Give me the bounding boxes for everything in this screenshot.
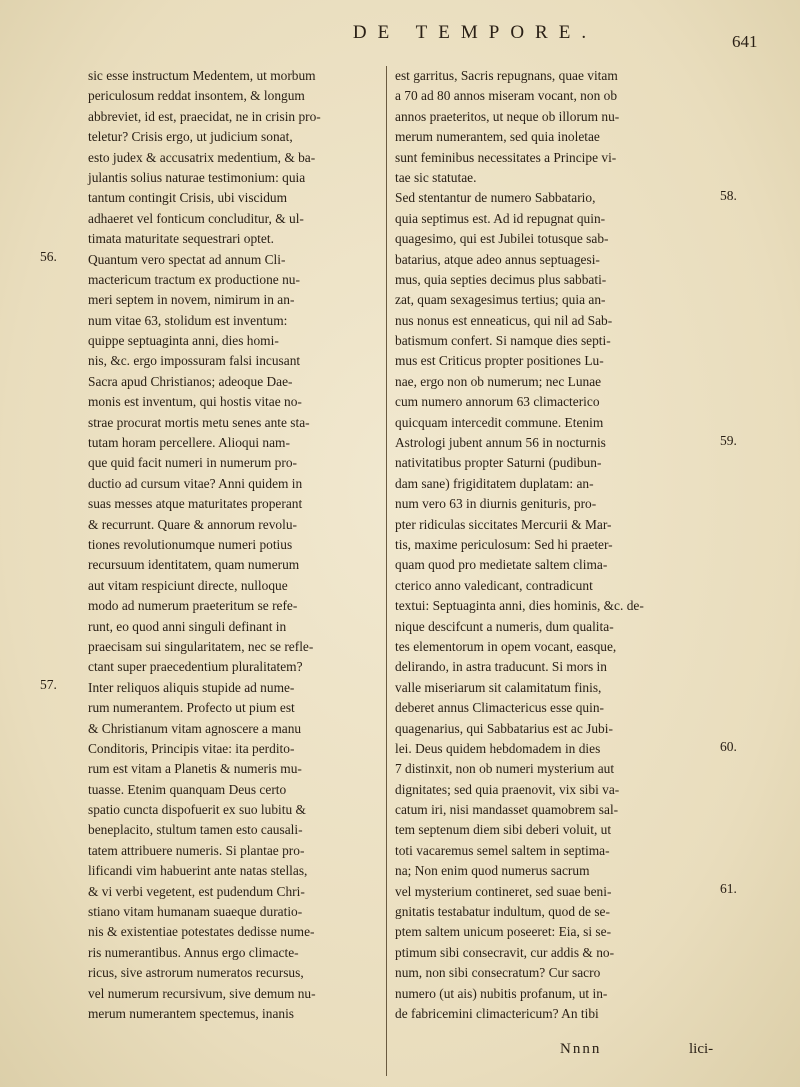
text-line: & recurrunt. Quare & annorum revolu- [88,516,297,532]
running-head-title: DE TEMPORE. [352,22,598,43]
text-line: suas messes atque maturitates properant [88,496,303,512]
text-line: Conditoris, Principis vitae: ita perdito- [88,740,295,756]
text-line: nique descifcunt a numeris, dum qualita- [395,618,614,634]
text-line: tem septenum diem sibi deberi voluit, ut [395,822,612,838]
text-line: valle miseriarum sit calamitatum finis, [395,679,602,695]
text-line: ris numerantibus. Annus ergo climacte- [88,944,299,960]
text-line: adhaeret vel fonticum concluditur, & ul- [88,210,304,226]
text-line: textui: Septuaginta anni, dies hominis, &c. de- [395,598,644,614]
margin-paragraph-number: 59. [720,433,737,448]
margin-paragraph-number: 60. [720,739,737,754]
text-line: vel numerum recursivum, sive demum nu- [88,985,316,1001]
text-line: nativitatibus propter Saturni (pudibun- [395,455,602,471]
text-line: merum numerantem spectemus, inanis [88,1005,295,1021]
text-line: nis & existentiae potestates dedisse nume- [88,924,315,940]
text-line: ptimum sibi consecravit, cur addis & no- [395,944,615,960]
text-line: & Christianum vitam agnoscere a manu [88,720,302,736]
column-divider [386,66,387,1076]
text-line: a 70 ad 80 annos miseram vocant, non ob [395,88,618,104]
text-line: modo ad numerum praeteritum se refe- [88,598,298,614]
text-line: sic esse instructum Medentem, ut morbum [88,68,316,83]
text-line: mus est Criticus propter positiones Lu- [395,353,604,369]
text-line: toti vacaremus semel saltem in septima- [395,842,610,858]
text-line: stiano vitam humanam suaeque duratio- [88,904,303,920]
text-line: Inter reliquos aliquis stupide ad nume- [88,679,295,695]
text-line: lificandi vim habuerint ante natas stellas, [88,863,308,879]
text-line: delirando, in astra traducunt. Si mors in [395,659,607,675]
text-line: tae sic statutae. [395,169,477,185]
text-line: lei. Deus quidem hebdomadem in dies [395,740,601,756]
margin-paragraph-number: 58. [720,188,737,203]
text-line: annos praeteritos, ut neque ob illorum nu- [395,108,620,124]
text-line: que quid facit numeri in numerum pro- [88,455,297,471]
text-line: julantis solius naturae testimonium: quia [88,169,306,185]
text-line: cum numero annorum 63 climacterico [395,394,600,410]
text-line: Sed stentantur de numero Sabbatario, [395,190,596,206]
text-line: quam quod pro medietate saltem clima- [395,557,608,573]
text-line: monis est inventum, qui hostis vitae no- [88,394,302,410]
text-line: sunt feminibus necessitates a Principe vi- [395,149,617,165]
running-head [0,22,800,62]
text-line: teletur? Crisis ergo, ut judicium sonat, [88,129,293,145]
text-line: quagesimo, qui est Jubilei totusque sab- [395,231,609,247]
text-line: Quantum vero spectat ad annum Cli- [88,251,286,267]
text-line: timata maturitate sequestrari optet. [88,231,274,247]
text-line: tutam horam percellere. Alioqui nam- [88,435,290,451]
text-line: nis, &c. ergo impossuram falsi incusant [88,353,301,369]
text-line: na; Non enim quod numerus sacrum [395,863,590,879]
text-line: ptem saltem unicum poseeret: Eia, si se- [395,924,612,940]
text-line: dam sane) frigiditatem duplatam: an- [395,475,594,491]
page-number: 641 [732,32,758,51]
text-line: vel mysterium contineret, sed suae beni- [395,883,612,899]
text-line: rum est vitam a Planetis & numeris mu- [88,761,302,777]
text-line: meri septem in novem, nimirum in an- [88,292,295,308]
text-line: ricus, sive astrorum numeratos recursus, [88,965,304,981]
text-line: ctant super praecedentium pluralitatem? [88,659,303,675]
text-line: rum numerantem. Profecto ut pium est [88,700,295,716]
text-line: mus, quia septies decimus plus sabbati- [395,271,607,287]
text-line: Sacra apud Christianos; adeoque Dae- [88,373,293,389]
text-line: est garritus, Sacris repugnans, quae vitam [395,68,618,83]
text-line: 7 distinxit, non ob numeri mysterium aut [395,761,615,777]
text-line: deberet annus Climactericus esse quin- [395,700,604,716]
text-line: dignitates; sed quia praenovit, vix sibi va- [395,781,620,797]
text-line: batismum confert. Si namque dies septi- [395,333,611,349]
text-line: quippe septuaginta anni, dies homi- [88,333,279,349]
text-line: strae procurat mortis metu senes ante sta- [88,414,310,430]
text-line: beneplacito, stultum tamen esto causali- [88,822,303,838]
text-line: merum numerantem, sed quia inoletae [395,129,600,145]
text-line: de fabricemini climactericum? An tibi [395,1005,599,1021]
text-line: periculosum reddat insontem, & longum [88,88,305,104]
text-line: nus nonus est enneaticus, qui nil ad Sab- [395,312,613,328]
margin-paragraph-number: 61. [720,881,737,896]
signature-mark: Nnnn [560,1041,602,1057]
left-text-column [88,66,380,1024]
text-line: Astrologi jubent annum 56 in nocturnis [395,435,606,451]
text-line: esto judex & accusatrix medentium, & ba- [88,149,316,165]
text-line: num vero 63 in diurnis genituris, pro- [395,496,597,512]
text-line: tiones revolutionumque numeri potius [88,536,293,552]
text-line: runt, eo quod anni singuli definant in [88,618,287,634]
text-line: nae, ergo non ob numerum; nec Lunae [395,373,602,389]
text-line: tes elementorum in opem vocant, easque, [395,638,617,654]
text-line: pter ridiculas siccitates Mercurii & Mar- [395,516,612,532]
text-line: mactericum tractum ex productione nu- [88,271,300,287]
text-line: quicquam intercedit commune. Etenim [395,414,604,430]
text-line: num vitae 63, stolidum est inventum: [88,312,288,328]
text-line: tantum contingit Crisis, ubi viscidum [88,190,287,206]
text-line: & vi verbi vegetent, est pudendum Chri- [88,883,305,899]
text-line: batarius, atque adeo annus septuagesi- [395,251,600,267]
text-line: zat, quam sexagesimus tertius; quia an- [395,292,606,308]
text-line: gnitatis testabatur indultum, quod de se- [395,904,610,920]
text-line: tis, maxime periculosum: Sed hi praeter- [395,536,613,552]
text-line: praecisam sui singularitatem, nec se refle- [88,638,314,654]
text-line: tuasse. Etenim quanquam Deus certo [88,781,287,797]
text-line: tatem attribuere numeris. Si plantae pro- [88,842,305,858]
text-line: spatio cuncta dispofuerit ex suo lubitu & [88,802,306,818]
text-line: catum iri, nisi mandasset quamobrem sal- [395,802,619,818]
text-line: cterico anno valedicant, contradicunt [395,577,593,593]
margin-paragraph-number: 57. [40,677,57,692]
text-line: aut vitam respiciunt directe, nulloque [88,577,288,593]
text-line: recursuum identitatem, quam numerum [88,557,300,573]
margin-paragraph-number: 56. [40,249,57,264]
text-line: ductio ad cursum vitae? Anni quidem in [88,475,303,491]
catchword: lici- [689,1041,714,1057]
text-line: num, non sibi consecratum? Cur sacro [395,965,601,981]
right-text-column [395,66,713,1024]
text-line: quagenarius, qui Sabbatarius est ac Jubi- [395,720,613,736]
text-line: numero (ut ais) nubitis profanum, ut in- [395,985,608,1001]
text-line: abbreviet, id est, praecidat, ne in crisin pro- [88,108,321,124]
text-line: quia septimus est. Ad id repugnat quin- [395,210,606,226]
